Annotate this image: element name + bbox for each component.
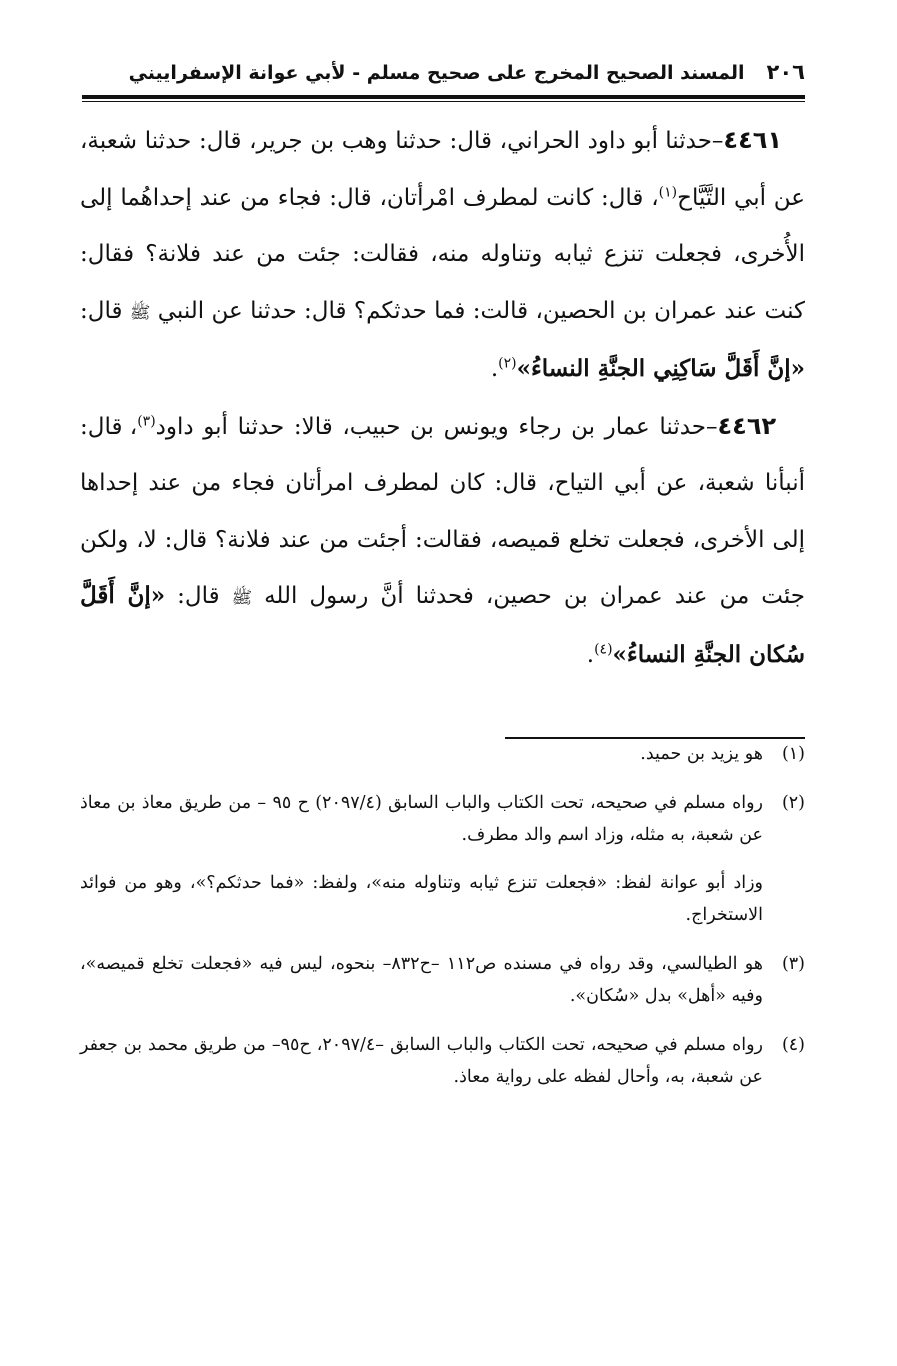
running-title: المسند الصحيح المخرج على صحيح مسلم - لأبي عوانة الإسفراييني	[128, 62, 745, 84]
footnote-text: هو الطيالسي، وقد رواه في مسنده ص١١٢ –ح٨٣٢– بنحوه، ليس فيه «فجعلت تخلع قميصه»، وفيه «أهل» بدل «سُكان».	[80, 954, 764, 1006]
hadith-text: ، قال: أنبأنا شعبة، عن أبي التياح، قال: كان لمطرف امرأتان فجاء من عند إحداها إلى الأخرى، فجعلت تخلع قميصه، فقالت: أجئت من عند فلانة؟ قال: لا، ولكن جئت من عند عمران بن حصين، فحدثنا أنَّ رسول الله	[80, 413, 805, 609]
salawat-symbol: ﷺ	[231, 588, 253, 608]
hadith-end: .	[586, 641, 595, 668]
main-text	[80, 112, 805, 683]
page-number: ٢٠٦	[766, 60, 805, 84]
prophetic-quote: «إنَّ أَقَلَّ سُكان الجنَّةِ النساءُ»	[80, 582, 805, 668]
footnote-ref: (١)	[658, 183, 678, 200]
running-header	[82, 60, 805, 98]
hadith-paragraph-4461	[80, 112, 805, 398]
prophetic-quote: «إنَّ أَقَلَّ سَاكِنِي الجنَّةِ النساءُ»	[516, 355, 805, 382]
footnote-2-continuation	[80, 867, 805, 931]
footnote-text: هو يزيد بن حميد.	[640, 744, 763, 764]
hadith-text: –حدثنا عمار بن رجاء ويونس بن حبيب، قالا: حدثنا أبو داود	[155, 413, 718, 440]
footnote-text: رواه مسلم في صحيحه، تحت الكتاب والباب السابق (٢٠٩٧/٤) ح ٩٥ – من طريق معاذ بن معاذ عن شعبة، به مثله، وزاد اسم والد مطرف.	[80, 793, 764, 845]
footnote-number: (١)	[781, 744, 805, 764]
hadith-text: ، قال: كانت لمطرف امْرأتان، قال: فجاء من عند إحداهُما إلى الأُخرى، فجعلت تنزع ثيابه وتناوله منه، فقالت: جئت من عند فلانة؟ فقال: كنت عند عمران بن الحصين، قالت: فما حدثكم؟ قال: حدثنا عن النبي	[80, 184, 805, 324]
footnote-1	[80, 738, 805, 770]
footnotes	[80, 738, 805, 1093]
footnote-4	[80, 1029, 805, 1093]
hadith-text: قال:	[80, 297, 130, 324]
header-rule-thick	[82, 95, 805, 99]
footnote-ref: (٤)	[594, 640, 613, 657]
hadith-text: –حدثنا أبو داود الحراني، قال: حدثنا وهب بن جرير، قال: حدثنا شعبة، عن أبي التَّيَّاح	[80, 128, 806, 211]
footnote-3	[80, 948, 805, 1012]
hadith-paragraph-4462	[80, 398, 805, 684]
footnote-text: رواه مسلم في صحيحه، تحت الكتاب والباب السابق –٢٠٩٧/٤، ح٩٥– من طريق محمد بن جعفر عن شعبة، به، وأحال لفظه على رواية معاذ.	[80, 1035, 763, 1087]
hadith-end: .	[490, 356, 499, 382]
footnote-number: (٣)	[781, 954, 805, 974]
hadith-number: ٤٤٦١	[723, 126, 783, 154]
footnote-ref: (٢)	[498, 355, 517, 372]
header-rule-thin	[82, 101, 805, 102]
footnote-2	[80, 787, 805, 851]
footnote-number: (٢)	[781, 793, 805, 813]
salawat-symbol: ﷺ	[129, 302, 151, 323]
footnote-text: وزاد أبو عوانة لفظ: «فجعلت تنزع ثيابه وتناوله منه»، ولفظ: «فما حدثكم؟»، وهو من فوائد الاستخراج.	[80, 873, 763, 925]
footnote-ref: (٣)	[137, 412, 156, 429]
hadith-number: ٤٤٦٢	[717, 411, 777, 440]
hadith-text: قال:	[165, 583, 232, 609]
footnote-number: (٤)	[781, 1035, 805, 1055]
